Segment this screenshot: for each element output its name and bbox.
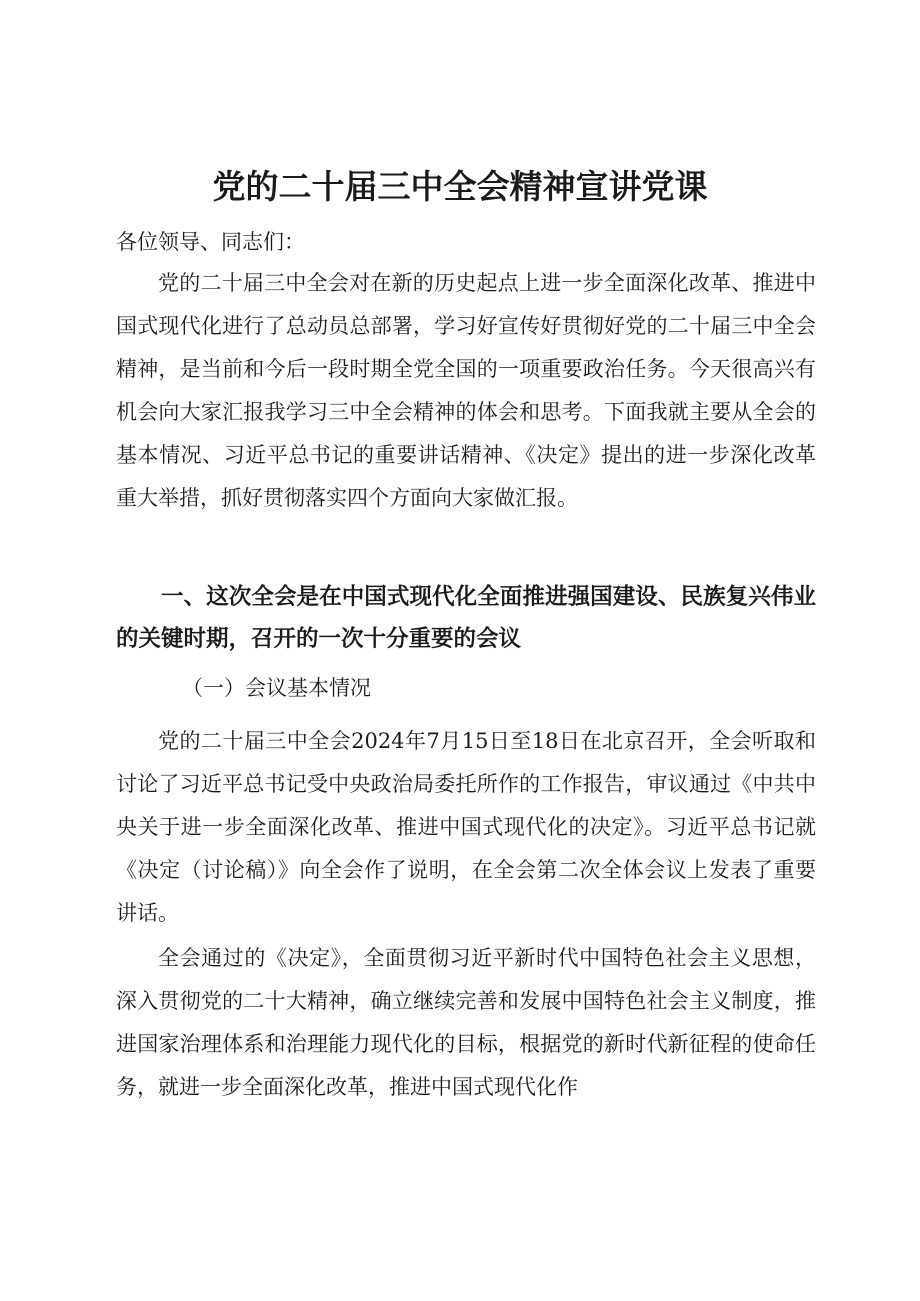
document-title: 党的二十届三中全会精神宣讲党课 <box>212 167 708 206</box>
paragraph-meeting-info: 党的二十届三中全会2024年7月15日至18日在北京召开，全会听取和讨论了习近平总书记受中央政治局委托所作的工作报告，审议通过《中共中央关于进一步全面深化改革、推进中国式现代化的决定》。习近平总书记就《决定（讨论稿）》向全会作了说明，在全会第二次全体会议上发表了重要讲话。 <box>116 729 816 925</box>
salutation: 各位领导、同志们： <box>116 230 305 254</box>
paragraph-decision: 全会通过的《决定》，全面贯彻习近平新时代中国特色社会主义思想，深入贯彻党的二十大精神，确立继续完善和发展中国特色社会主义制度，推进国家治理体系和治理能力现代化的目标，根据党的新时代新征程的使命任务，就进一步全面深化改革，推进中国式现代化作 <box>116 946 816 1099</box>
subsection-heading-1: （一）会议基本情况 <box>182 676 371 700</box>
paragraph-intro: 党的二十届三中全会对在新的历史起点上进一步全面深化改革、推进中国式现代化进行了总动员总部署，学习好宣传好贯彻好党的二十届三中全会精神，是当前和今后一段时期全党全国的一项重要政治任务。今天很高兴有机会向大家汇报我学习三中全会精神的体会和思考。下面我就主要从全会的基本情况、习近平总书记的重要讲话精神、《决定》提出的进一步深化改革重大举措，抓好贯彻落实四个方面向大家做汇报。 <box>116 271 816 510</box>
section-heading-1: 一、这次全会是在中国式现代化全面推进强国建设、民族复兴伟业的关键时期，召开的一次十分重要的会议 <box>116 584 816 652</box>
